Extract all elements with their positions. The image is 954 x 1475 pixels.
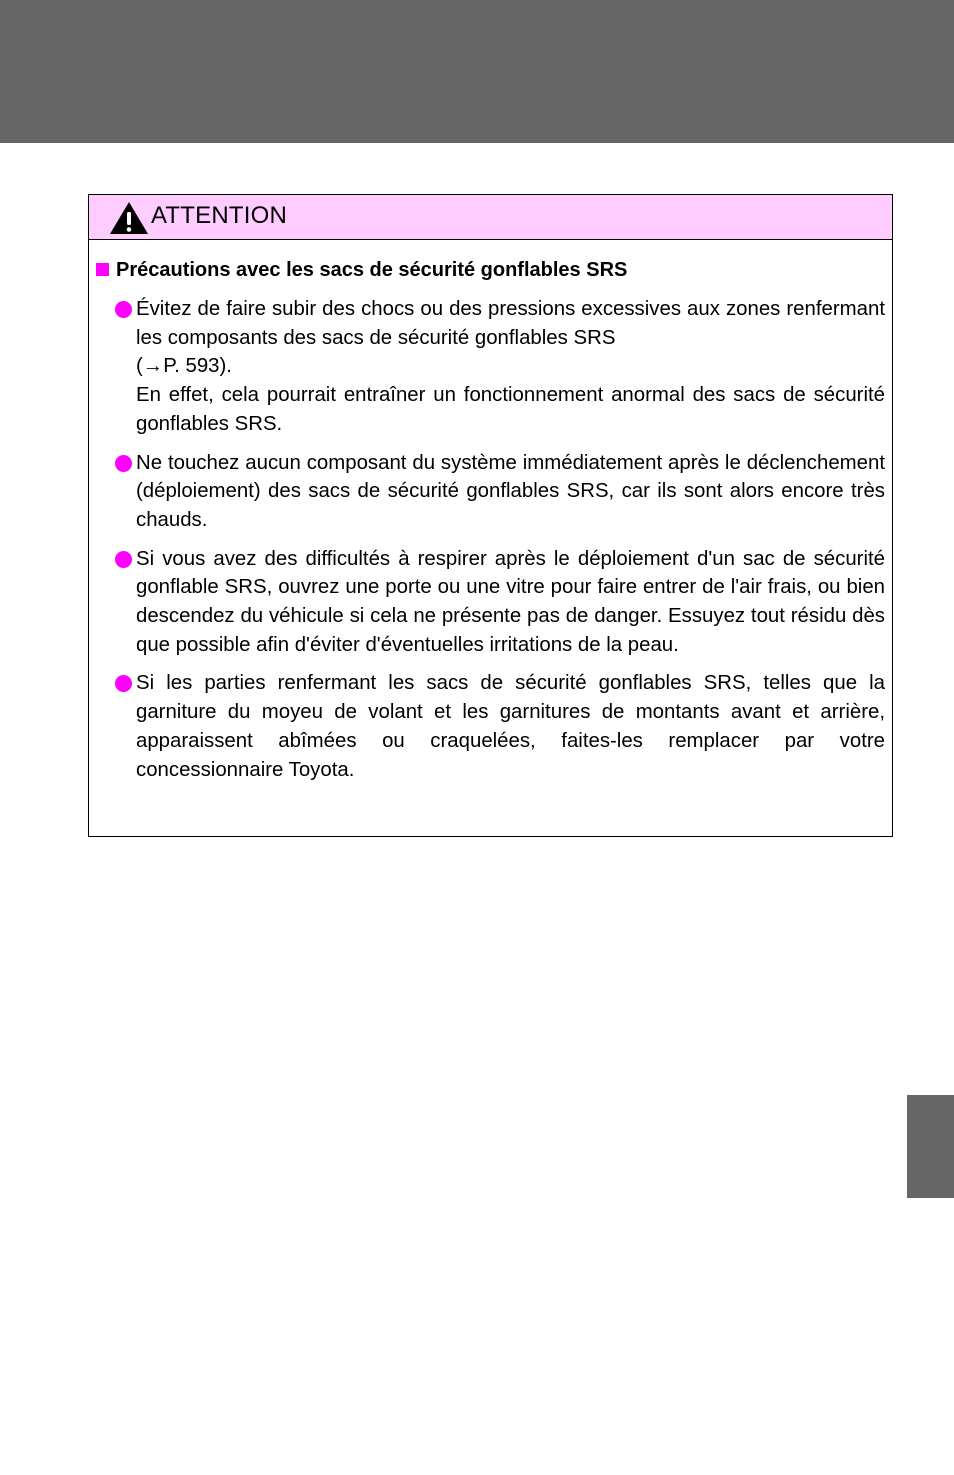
caution-title: ATTENTION [151,202,288,229]
item-text: Si les parties renfermant les sacs de sécurité gonflables SRS, telles que la garniture du moyeu de volant et les garnitures de montants avant et arrière, apparaissent abîmées ou craquelées, faites-les remplacer par votre concessionnaire Toyota. [136,672,885,781]
page-reference: (→P. 593). [136,355,232,378]
list-item [115,545,885,660]
section-heading [96,256,627,284]
item-text: En effet, cela pourrait entraîner un fonctionnement anormal des sacs de sécurité gonflables SRS. [136,384,885,435]
item-text: Évitez de faire subir des chocs ou des pressions excessives aux zones renfermant les composants des sacs de sécurité gonflables SRS [136,298,885,349]
page-header-band [0,0,954,143]
round-bullet-icon [115,301,132,318]
round-bullet-icon [115,675,132,692]
item-text: Ne touchez aucun composant du système immédiatement après le déclenchement (déploiement) des sacs de sécurité gonflables SRS, car ils sont alors encore très chauds. [136,451,885,531]
list-item [115,295,885,439]
side-tab [907,1095,954,1198]
list-item [115,449,885,535]
square-bullet-icon [96,263,109,276]
arrow-right-icon: → [142,355,164,378]
warning-triangle-icon [109,201,149,235]
round-bullet-icon [115,551,132,568]
caution-header [89,195,892,240]
caution-box [88,194,893,837]
list-item [115,669,885,784]
caution-list [115,295,885,794]
section-heading-text: Précautions avec les sacs de sécurité gonflables SRS [116,259,628,281]
round-bullet-icon [115,455,132,472]
item-text: Si vous avez des difficultés à respirer après le déploiement d'un sac de sécurité gonflable SRS, ouvrez une porte ou une vitre pour faire entrer de l'air frais, ou bien descendez du véhicule si cela ne présente pas de danger. Essuyez tout résidu dès que possible afin d'éviter d'éventuelles irritations de la peau. [136,547,885,656]
